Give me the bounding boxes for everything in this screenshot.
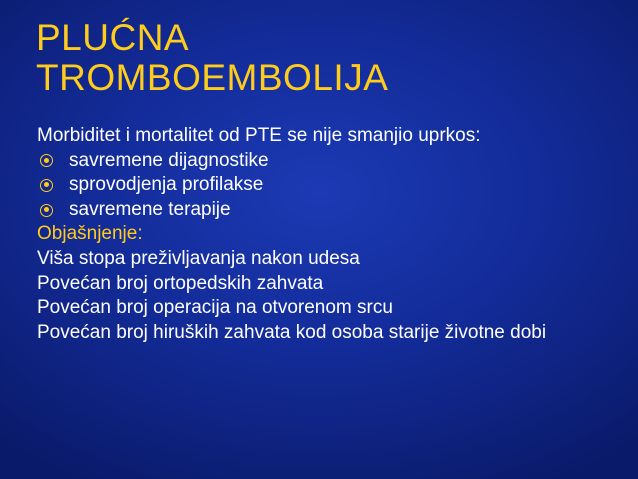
bullet-text: savremene dijagnostike	[69, 149, 269, 171]
intro-text: Morbiditet i mortalitet od PTE se nije smanjio uprkos:	[37, 125, 481, 146]
bullet-text: sprovodjenja profilakse	[69, 174, 264, 196]
bullet-item	[37, 198, 627, 223]
circled-dot-bullet-icon	[40, 154, 53, 167]
explanation-line: Povećan broj ortopedskih zahvata	[37, 272, 324, 294]
bullet-item	[37, 149, 627, 174]
explanation-label: Objašnjenje:	[37, 223, 143, 245]
bullet-item	[37, 173, 627, 198]
title-line-2: TROMBOEMBOLIJA	[36, 57, 389, 98]
bullet-text: savremene terapije	[69, 198, 231, 220]
explanation-line: Povećan broj operacija na otvorenom srcu	[37, 297, 393, 319]
circled-dot-bullet-icon	[40, 179, 53, 192]
slide-title	[36, 18, 388, 98]
explanation-line: Povećan broj hiruških zahvata kod osoba starije životne dobi	[37, 321, 547, 343]
title-line-1: PLUĆNA	[36, 17, 190, 58]
explanation-line: Viša stopa preživljavanja nakon udesa	[37, 247, 360, 269]
slide-body	[37, 124, 627, 345]
circled-dot-bullet-icon	[40, 204, 53, 217]
